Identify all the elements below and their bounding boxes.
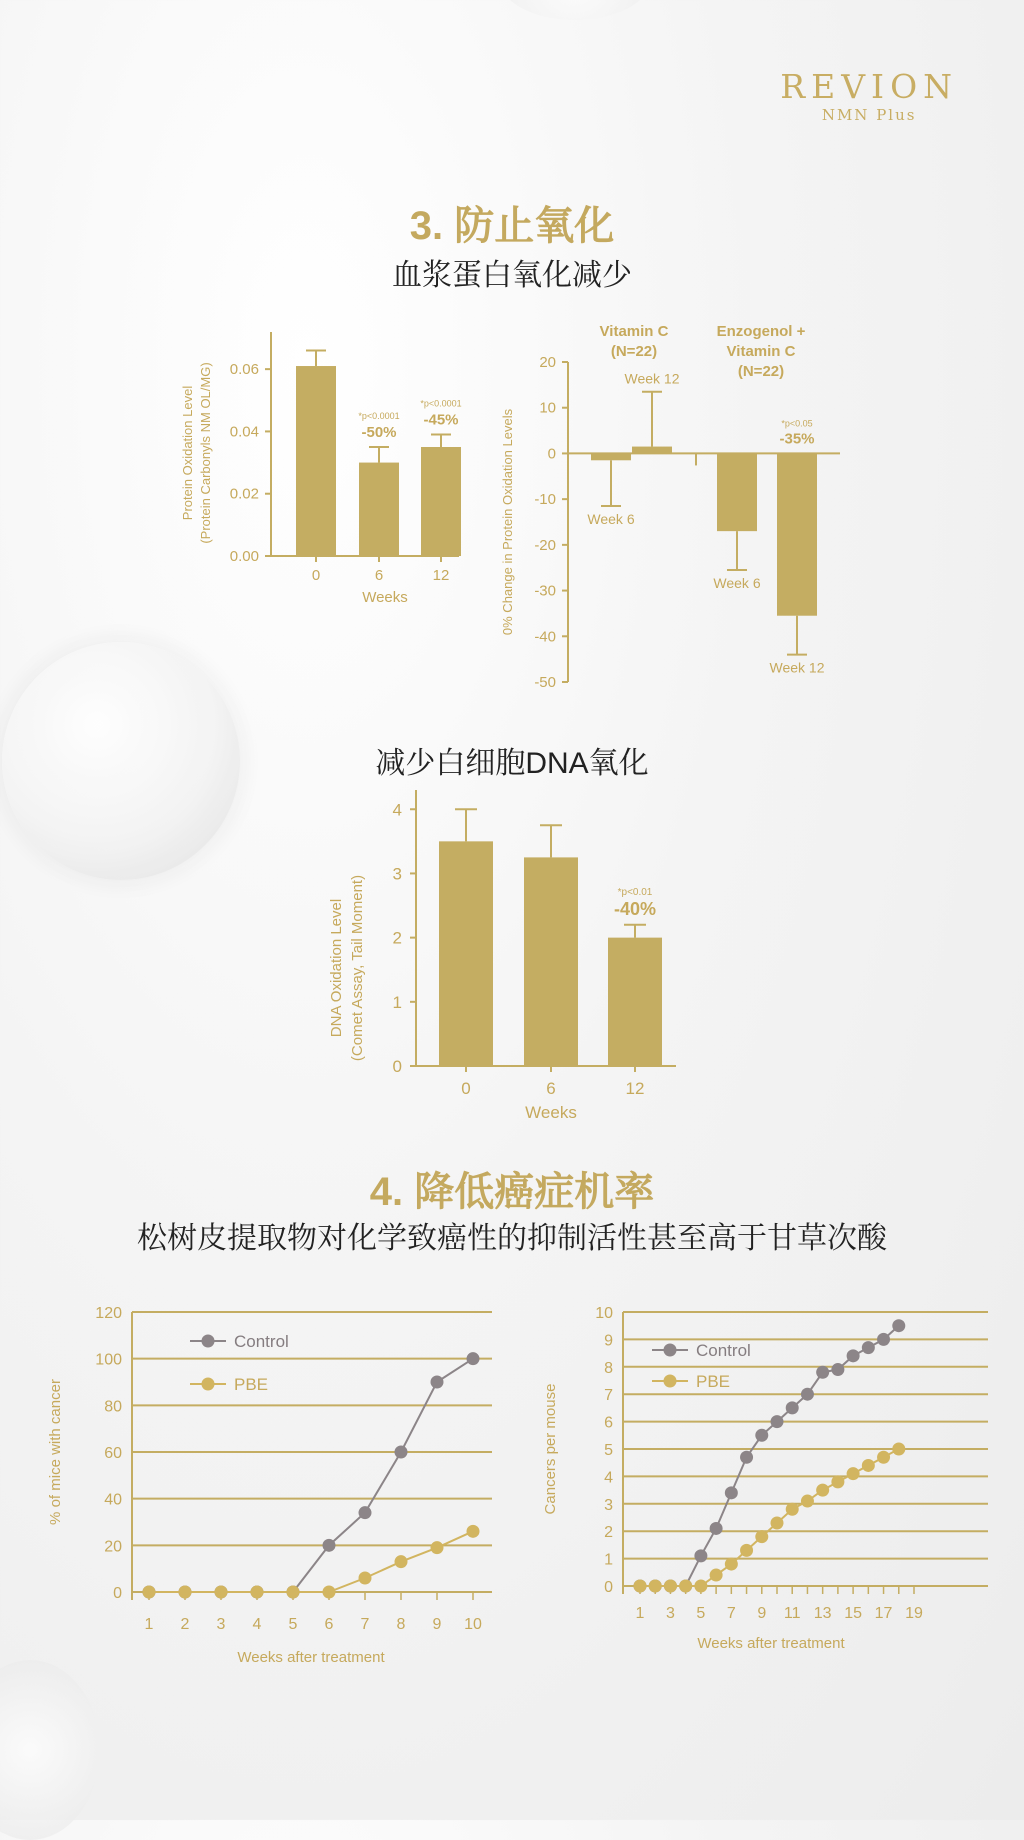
- bar: [777, 453, 817, 615]
- x-axis-label: Weeks after treatment: [237, 1649, 385, 1666]
- x-axis-label: Weeks after treatment: [697, 1635, 845, 1652]
- series-line: [640, 1326, 899, 1586]
- legend-label: PBE: [696, 1372, 731, 1391]
- percent-label: -50%: [361, 424, 397, 441]
- x-tick-label: 2: [180, 1616, 190, 1633]
- data-point: [755, 1530, 768, 1543]
- data-point: [725, 1486, 738, 1499]
- data-point: [877, 1333, 890, 1346]
- y-tick-label: 6: [604, 1414, 613, 1432]
- y-tick-label: -30: [534, 582, 556, 600]
- x-tick-label: 7: [360, 1616, 370, 1633]
- group-label: (N=22): [737, 363, 785, 380]
- y-tick-label: 0: [547, 445, 556, 463]
- y-tick-label: 9: [604, 1332, 613, 1350]
- data-point: [816, 1366, 829, 1379]
- x-tick-label: 19: [905, 1605, 923, 1622]
- section-4-subtitle: 松树皮提取物对化学致癌性的抑制活性甚至高于甘草次酸: [137, 1222, 887, 1255]
- data-point: [740, 1451, 753, 1464]
- bar: [591, 453, 631, 460]
- section-3-subtitle: 血浆蛋白氧化减少: [392, 259, 632, 292]
- y-tick-label: 100: [95, 1351, 122, 1369]
- y-tick-label: 0: [113, 1585, 122, 1602]
- data-point: [359, 1506, 372, 1519]
- data-point: [771, 1516, 784, 1529]
- data-point: [755, 1429, 768, 1442]
- legend-label: PBE: [234, 1375, 269, 1394]
- data-point: [892, 1443, 905, 1456]
- legend-marker: [664, 1375, 677, 1388]
- y-tick-label: 2: [392, 928, 402, 948]
- series-line: [640, 1449, 899, 1586]
- group-label: Vitamin C: [599, 323, 669, 340]
- y-tick-label: -50: [534, 674, 556, 690]
- percent-label: -45%: [423, 411, 459, 429]
- percent-label: -40%: [613, 898, 657, 919]
- p-value-label: *p<0.01: [617, 886, 653, 898]
- data-point: [710, 1522, 723, 1535]
- data-point: [816, 1484, 829, 1497]
- x-tick-label: 3: [665, 1605, 675, 1622]
- x-tick-label: 8: [396, 1616, 406, 1633]
- data-point: [862, 1459, 875, 1472]
- data-point: [892, 1319, 905, 1332]
- data-point: [649, 1580, 662, 1593]
- y-tick-label: 10: [539, 399, 556, 417]
- y-tick-label: 0.02: [229, 485, 259, 503]
- y-tick-label: 10: [595, 1305, 613, 1322]
- brand-name: REVION: [780, 67, 958, 106]
- section-3-title: 3. 防止氧化: [409, 204, 615, 248]
- brand-logo: [780, 67, 958, 124]
- bar-label: Week 6: [713, 575, 761, 591]
- y-tick-label: 0.00: [229, 548, 259, 565]
- data-point: [679, 1580, 692, 1593]
- y-tick-label: 2: [604, 1524, 613, 1542]
- x-tick-label: 12: [625, 1079, 645, 1098]
- p-value-label: *p<0.05: [781, 418, 813, 429]
- y-tick-label: 120: [95, 1305, 122, 1322]
- data-point: [179, 1586, 192, 1599]
- x-tick-label: 6: [546, 1079, 556, 1098]
- bar: [632, 447, 672, 454]
- data-point: [877, 1451, 890, 1464]
- data-point: [359, 1572, 372, 1585]
- y-axis-label: % of mice with cancer: [47, 1379, 64, 1525]
- y-tick-label: 40: [104, 1491, 122, 1509]
- data-point: [395, 1555, 408, 1568]
- y-tick-label: 0.04: [229, 423, 259, 441]
- x-tick-label: 10: [464, 1616, 482, 1633]
- data-point: [431, 1541, 444, 1554]
- protein-change-chart: [490, 315, 860, 690]
- legend-marker: [202, 1335, 215, 1348]
- x-tick-label: 1: [635, 1605, 645, 1622]
- dna-oxidation-chart: [320, 780, 700, 1130]
- data-point: [831, 1363, 844, 1376]
- data-point: [467, 1352, 480, 1365]
- x-tick-label: 13: [813, 1605, 832, 1622]
- group-label: Vitamin C: [726, 343, 796, 360]
- data-point: [694, 1549, 707, 1562]
- data-point: [215, 1586, 228, 1599]
- group-label: Enzogenol +: [716, 323, 806, 340]
- x-tick-label: 5: [288, 1616, 298, 1633]
- x-tick-label: 3: [216, 1616, 226, 1633]
- data-point: [862, 1341, 875, 1354]
- y-tick-label: 3: [392, 864, 402, 884]
- decorative-bubble: [500, 0, 650, 20]
- data-point: [287, 1586, 300, 1599]
- data-point: [710, 1569, 723, 1582]
- y-tick-label: 4: [392, 800, 402, 820]
- group-label: (N=22): [610, 343, 658, 360]
- p-value-label: *p<0.0001: [358, 411, 400, 421]
- x-tick-label: 0: [461, 1079, 471, 1098]
- data-point: [801, 1388, 814, 1401]
- x-axis-label: Weeks: [362, 589, 408, 606]
- p-value-label: *p<0.0001: [420, 398, 462, 409]
- data-point: [395, 1446, 408, 1459]
- data-point: [786, 1503, 799, 1516]
- y-tick-label: 7: [604, 1387, 613, 1405]
- y-axis-label: 0% Change in Protein Oxidation Levels: [500, 408, 515, 636]
- x-tick-label: 12: [432, 567, 450, 584]
- x-tick-label: 7: [726, 1605, 736, 1622]
- brand-subtitle: NMN Plus: [821, 106, 917, 124]
- x-tick-label: 0: [311, 567, 321, 584]
- cancers-per-mouse-chart: [530, 1298, 1000, 1678]
- y-tick-label: 1: [392, 992, 402, 1012]
- x-tick-label: 4: [252, 1616, 262, 1633]
- y-tick-label: 8: [604, 1359, 613, 1377]
- bar: [421, 447, 461, 556]
- y-axis-label: (Comet Assay, Tail Moment): [349, 874, 366, 1062]
- y-tick-label: -10: [534, 491, 556, 509]
- data-point: [251, 1586, 264, 1599]
- x-tick-label: 6: [374, 567, 384, 584]
- bar: [524, 857, 578, 1066]
- bar: [608, 938, 662, 1066]
- section-3-subtitle-2: 减少白细胞DNA氧化: [375, 747, 649, 780]
- x-tick-label: 15: [844, 1605, 863, 1622]
- bar: [717, 453, 757, 531]
- y-tick-label: 0.06: [229, 361, 259, 379]
- y-tick-label: -20: [534, 536, 556, 554]
- data-point: [740, 1544, 753, 1557]
- x-tick-label: 6: [324, 1616, 334, 1633]
- y-tick-label: 20: [104, 1538, 122, 1556]
- section-4-title: 4. 降低癌症机率: [369, 1170, 655, 1214]
- series-line: [149, 1531, 473, 1592]
- x-axis-label: Weeks: [525, 1103, 577, 1122]
- bar-label: Week 6: [587, 511, 635, 527]
- data-point: [847, 1467, 860, 1480]
- data-point: [431, 1376, 444, 1389]
- bar: [439, 841, 493, 1066]
- bar-label: Week 12: [769, 659, 825, 676]
- data-point: [801, 1495, 814, 1508]
- y-tick-label: 1: [604, 1551, 613, 1569]
- y-tick-label: 5: [604, 1442, 613, 1459]
- data-point: [634, 1580, 647, 1593]
- x-tick-label: 1: [144, 1616, 154, 1633]
- legend-label: Control: [696, 1341, 751, 1360]
- y-tick-label: -40: [534, 628, 556, 646]
- data-point: [323, 1539, 336, 1552]
- y-tick-label: 3: [604, 1496, 613, 1514]
- y-axis-label: Cancers per mouse: [542, 1383, 559, 1515]
- decorative-bubble: [0, 1660, 100, 1840]
- data-point: [847, 1349, 860, 1362]
- x-tick-label: 9: [432, 1616, 442, 1633]
- y-tick-label: 20: [539, 354, 556, 371]
- x-tick-label: 11: [783, 1605, 801, 1622]
- y-tick-label: 0: [604, 1579, 613, 1596]
- x-tick-label: 9: [757, 1605, 767, 1622]
- y-tick-label: 60: [104, 1445, 122, 1462]
- data-point: [725, 1558, 738, 1571]
- x-tick-label: 17: [874, 1605, 893, 1622]
- y-tick-label: 0: [392, 1057, 402, 1076]
- data-point: [771, 1415, 784, 1428]
- y-axis-label: (Protein Carbonyls NM OL/MG): [198, 362, 213, 544]
- legend-marker: [202, 1378, 215, 1391]
- data-point: [664, 1580, 677, 1593]
- data-point: [786, 1401, 799, 1414]
- data-point: [694, 1580, 707, 1593]
- series-line: [149, 1359, 473, 1592]
- bar: [359, 463, 399, 556]
- y-axis-label: DNA Oxidation Level: [328, 898, 345, 1038]
- x-tick-label: 5: [696, 1605, 706, 1622]
- bar-label: Week 12: [624, 370, 680, 387]
- data-point: [467, 1525, 480, 1538]
- data-point: [143, 1586, 156, 1599]
- data-point: [323, 1586, 336, 1599]
- bar: [296, 366, 336, 556]
- data-point: [831, 1475, 844, 1488]
- protein-oxidation-chart: [170, 320, 490, 620]
- mice-cancer-chart: [40, 1298, 500, 1678]
- y-tick-label: 4: [604, 1469, 613, 1487]
- legend-label: Control: [234, 1332, 289, 1351]
- y-tick-label: 80: [104, 1398, 122, 1416]
- legend-marker: [664, 1344, 677, 1357]
- percent-label: -35%: [779, 430, 815, 448]
- y-axis-label: Protein Oxidation Level: [180, 385, 195, 521]
